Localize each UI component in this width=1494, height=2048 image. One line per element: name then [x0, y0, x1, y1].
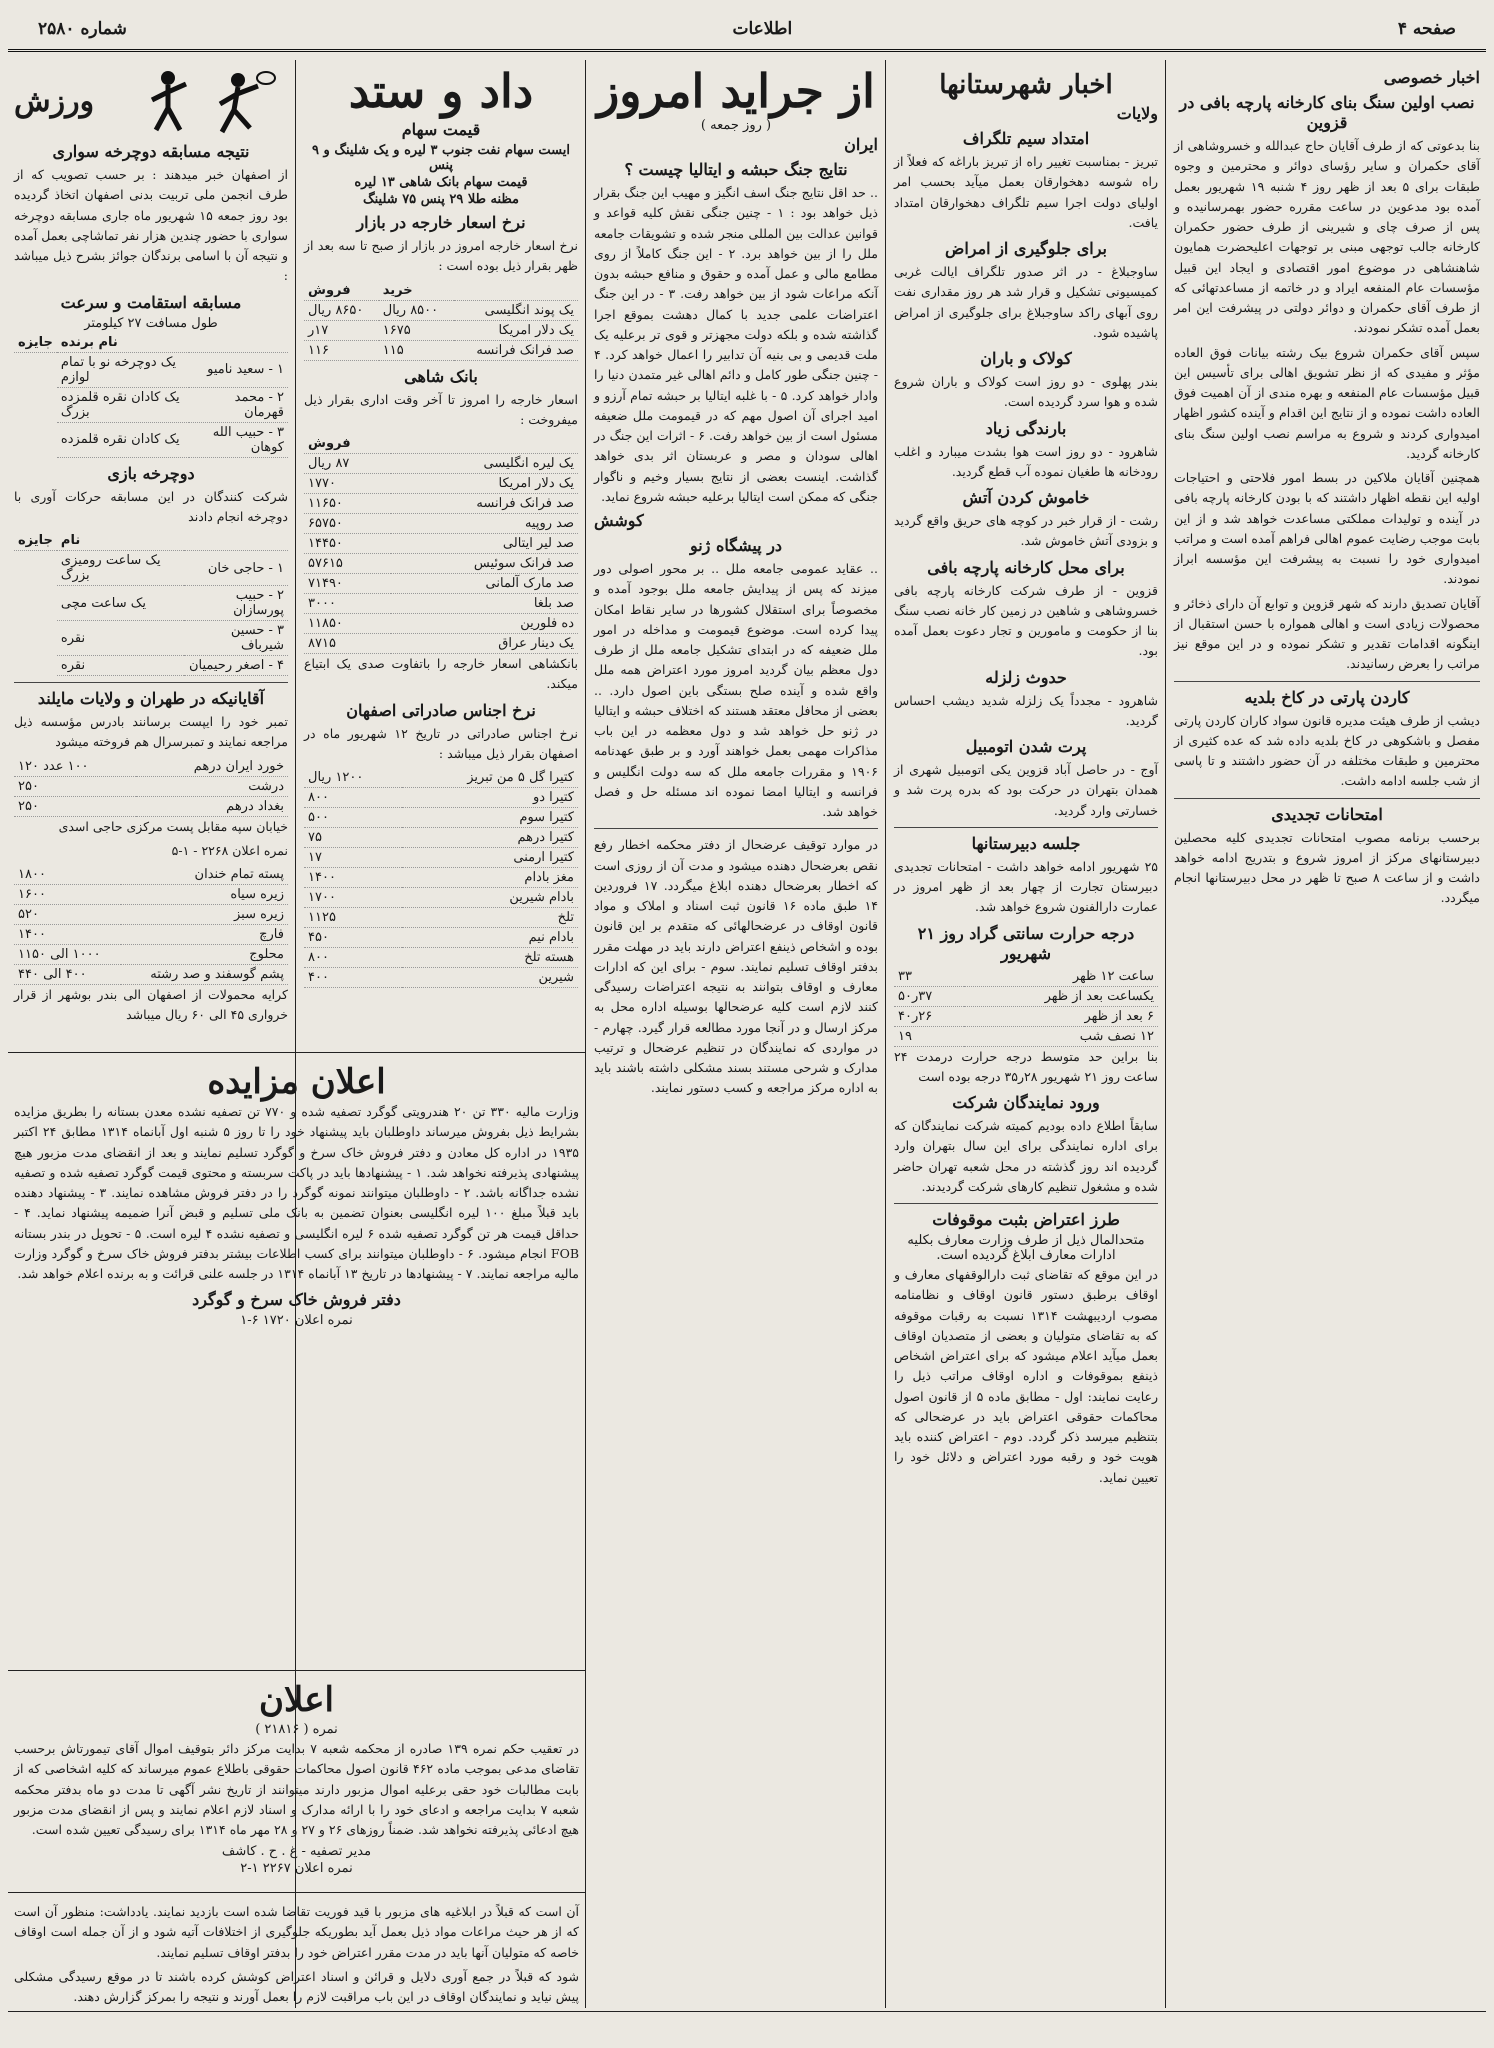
article-body: سپس آقای حکمران شروع بیک رشته بیانات فوق العاده مؤثر و مفیدی که از نظر تشویق اهالی برای تأسیس این قبیل مؤسسات عام المنفعه و بهره مندی از آن اهمیت فوق العاده داشت نموده و از نتایج این اقدام و آینده کشور اظهار امیدواری کردند و شروع به مراسم نصب اولین سنگ بنای کارخانه گردید.	[1174, 344, 1480, 461]
table-row	[14, 945, 288, 965]
column-sport	[8, 62, 294, 1048]
row-value: ۸۰۰	[304, 948, 402, 968]
row-value: یک کادان نقره قلمزده	[57, 422, 189, 457]
notice-body: در تعقیب حکم نمره ۱۳۹ صادره از محکمه شعبه ۷ بدایت مرکز دائر بتوقیف اموال آقای تیمورتاش برحسب تقاضای مدعی بموجب ماده ۴۶۲ قانون اصول محاکمات حقوقی باطلاع عموم میرساند که کلیه اشخاصی که از بابت مطالبات خود حقی برعلیه اموال مزبور دارند میتوانند از تاریخ نشر آگهی تا مدت دو ماه بدفتر محکمه شعبه ۷ بدایت مراجعه و ادعای خود را با ارائه مدارک و اسناد لازم اعلام نمایند و پس از انقضای مدت مزبور هیچ ادعائی پذیرفته نخواهد شد. ضمناً روزهای ۲۶ و ۲۷ و ۲۸ مهر ماه ۱۳۱۴ برای رسیدگی تعیین شده است.	[14, 1741, 579, 1837]
row-value: ۶۵۷۵۰	[304, 514, 391, 534]
row-value: ۱۴۴۵۰	[304, 534, 391, 554]
header-cell: نام	[57, 531, 184, 551]
row-value: یک ساعت رومیزی بزرگ	[57, 551, 184, 586]
article-body: شاهرود - مجدداً یک زلزله شدید دیشب احساس گردید.	[894, 692, 1158, 728]
section-rule	[8, 1052, 585, 1053]
article-headline: ورود نمایندگان شرکت	[952, 1093, 1100, 1112]
ad-body: تمبر خود را ایپست برسانند بادرس مؤسسه ذیل مراجعه نمایند و تمبرسرال هم فروخته میشود	[14, 714, 288, 750]
article-body: دیشب از طرف هیئت مدیره قانون سواد کاران کاردن پارتی مفصل و باشکوهی در کاخ بلدیه داده شد که عده کثیری از محترمین و طبقات مختلفه در آن حضور داشتند و تا پاسی از شب جلسه ادامه داشت.	[1174, 712, 1480, 789]
table-row	[304, 928, 578, 948]
divider	[1174, 681, 1480, 682]
row-label: زیره سیاه	[121, 885, 288, 905]
bank-note: بانکشاهی اسعار خارجه را باتفاوت صدی یک ابتیاع میکند.	[304, 656, 578, 692]
ad-number: نمره اعلان ۲۲۶۸ - ۱-۵	[171, 842, 288, 858]
article-subhead: متحدالمال ذیل از طرف وزارت معارف بکلیه ادارات معارف ابلاغ گردیده است.	[907, 1233, 1145, 1263]
header-cell	[184, 531, 288, 551]
row-label: بادام شیرین	[402, 888, 579, 908]
row-label: ده فلورین	[391, 614, 578, 634]
race-distance: طول مسافت ۲۷ کیلومتر	[84, 315, 218, 331]
row-label: کتیرا درهم	[402, 828, 579, 848]
table-row	[304, 808, 578, 828]
table-row	[14, 656, 288, 676]
race2-table	[14, 531, 288, 676]
column-rule	[1165, 60, 1166, 2008]
row-value: ۸۰۰	[304, 788, 402, 808]
row-value: ۸۷ ریال	[304, 454, 391, 474]
table-row	[304, 768, 578, 788]
divider	[1174, 798, 1480, 799]
table-header	[304, 281, 578, 301]
row-value: ۸۵۰۰ ریال	[379, 300, 454, 320]
stock-line: ایست سهام نفت جنوب ۳ لیره و یک شلینگ و ۹ پنس	[312, 143, 570, 173]
athletes-icon	[138, 66, 288, 136]
section-sub: ولایات	[1116, 104, 1158, 123]
article-headline: برای محل کارخانه پارچه بافی	[927, 557, 1125, 577]
notice-title: اعلان	[259, 1680, 334, 1720]
row-label: یک پوند انگلیسی	[454, 300, 579, 320]
row-label: کتیرا گل ۵ من تبریز	[402, 768, 579, 788]
article-headline: طرز اعتراض بثبت موقوفات	[932, 1210, 1120, 1229]
auction-notice	[8, 1058, 585, 1668]
row-label: محلوج	[121, 945, 288, 965]
article-headline: خاموش کردن آتش	[962, 488, 1090, 507]
article-headline: جلسه دبیرستانها	[971, 833, 1081, 853]
row-label: یک لیره انگلیسی	[391, 454, 578, 474]
stock-line: مظنه طلا ۲۹ پنس ۷۵ شلینگ	[363, 192, 519, 207]
row-label: مغز بادام	[402, 868, 579, 888]
row-value: ۱۴۰۰	[304, 868, 402, 888]
article-body: همچنین آقایان ملاکین در بسط امور فلاحتی و احتیاجات اولیه این نقطه اظهار داشتند که با بودن کارخانه پارچه بافی در آینده و تولیدات مملکتی مساعدت خواهد شد و از این بابت موجب رضایت عموم اهالی فراهم آمده است و مراتب امیدواری خود را نسبت به پیشرفت این مؤسسه ابراز نمودند.	[1174, 470, 1480, 587]
row-label: ۶ بعد از ظهر	[964, 1006, 1158, 1026]
table-row	[894, 986, 1158, 1006]
table-row	[304, 594, 578, 614]
article-body: .. حد اقل نتایج جنگ اسف انگیز و مهیب این جنگ بقرار ذیل خواهد بود : ۱ - چنین جنگی نقش کلیه قواعد و قوانین عدالت بین المللی منجر شده و تشویقات جامعه ملل را از بین خواهد برد. ۲ - این جنگ کاملاً از روی مطامع مالی و عمل آمده و حقوق و منافع حبشه بدون آنکه مراعات شود از بین خواهد رفت. ۳ - در این جنگ اعتراضات علمی جدید با کمال دهشت بموقع اجرا گذاشته شده و بلکه دولت مجهزتر و قوی تر برعلیه یک ملت قدیمی و بی بنیه آن تدابیر را اعمال خواهد کرد. ۴ - چنین جنگی طور کامل و دائم اهالی غیر متمدن دنیا را وادار خواهد کرد. ۵ - با غلبه ایتالیا بر حبشه تمام آرزو و امید اجرای آن اصول مهم که در قیمومت ملل ضعیفه مسئول است از بین خواهد رفت. ۶ - اثرات این جنگ در اهالی سودان و مصر و عربستان اثر بدی خواهد گذاشت. اینست بعضی از نتایج بسیار وخیم و ناگوار جنگی که ممکن است ایتالیا برعلیه حبشه شروع نماید.	[594, 185, 878, 504]
nuts-note: کرایه محمولات از اصفهان الی بندر بوشهر از قرار خرواری ۴۵ الی ۶۰ ریال میباشد	[14, 987, 288, 1023]
bottom-continuation	[8, 1898, 585, 2008]
table-row	[14, 551, 288, 586]
divider	[894, 827, 1158, 828]
table-row	[14, 925, 288, 945]
row-label: کتیرا سوم	[402, 808, 579, 828]
row-label: بغداد درهم	[136, 796, 288, 816]
article-headline: نتایج جنگ حبشه و ایتالیا چیست ؟	[624, 160, 848, 179]
row-value: ۳۰۰۰	[304, 594, 391, 614]
bank-headline: بانک شاهی	[404, 366, 478, 386]
row-value: ۱۰۰ عدد ۱۲۰	[14, 757, 136, 777]
race1-table	[14, 333, 288, 458]
article-body: بنا بدعوتی که از طرف آقایان حاج عبدالله و خسروشاهی از آقای حکمران و سایر رؤسای دوائر و محترمین و وجوه طبقات برای ۵ بعد از ظهر روز ۴ شنبه ۱۹ شهریور بعمل آمده بود مدعوین در ساعت مقرره حضور بهمرسانیده و پس از صرف چای و شیرینی از طرف حضور حکمران کارخانه جالب توجهی مبنی بر توجهات اعلیحضرت همایون شاهنشاهی در موضوع امور اقتصادی و ایجاد این قبیل مؤسسات عام المنفعه ایراد و در خاتمه از مساعدتهائی که از طرف آقای حکمران و دوائر دولتی در پیشرفت این امر بعمل آمده تشکر نمودند.	[1174, 138, 1480, 336]
section-label: اخبار خصوصی	[1383, 68, 1480, 87]
page-footer	[8, 2011, 1486, 2040]
table-row	[14, 965, 288, 985]
row-label: ۳ - حبیب الله کوهان	[189, 422, 288, 457]
row-value: ۱۲۰۰ ریال	[304, 768, 402, 788]
row-label: صد فرانک سوئیس	[391, 554, 578, 574]
auction-signature: دفتر فروش خاک سرخ و گوگرد	[192, 1290, 401, 1310]
table-row	[14, 387, 288, 422]
row-label: یک دلار امریکا	[454, 320, 579, 340]
table-row	[14, 865, 288, 885]
row-value: ۲۵۰	[14, 776, 136, 796]
row-label: درشت	[136, 776, 288, 796]
divider	[594, 828, 878, 829]
divider	[14, 682, 288, 683]
column-provincial-news	[888, 62, 1164, 2008]
sport-banner	[14, 66, 288, 136]
section-rule	[8, 1670, 585, 1671]
article-body: بندر پهلوی - دو روز است کولاک و باران شروع شده و هوا سرد گردیده است.	[894, 374, 1158, 410]
row-value: یک ساعت مچی	[57, 586, 184, 621]
divider	[894, 1203, 1158, 1204]
row-value: یک دوچرخه نو با تمام لوازم	[57, 352, 189, 387]
table-header	[14, 333, 288, 353]
auction-title: اعلان مزایده	[207, 1062, 386, 1102]
table-row	[304, 514, 578, 534]
provincial-items	[894, 129, 1158, 821]
row-value: ۱۶۷۵	[379, 320, 454, 340]
notice-signature: مدیر تصفیه - غ . ح . کاشف	[221, 1844, 372, 1860]
row-label: شیرین	[402, 968, 579, 988]
sport-title: ورزش	[14, 83, 95, 119]
row-label: صد لیر ایتالی	[391, 534, 578, 554]
table-row	[14, 757, 288, 777]
row-label: ۲ - محمد قهرمان	[189, 387, 288, 422]
row-value: ۱۷۰۰	[304, 888, 402, 908]
table-row	[894, 1006, 1158, 1026]
row-value: یک کادان نقره قلمزده بزرگ	[57, 387, 189, 422]
continuation-body: آن است که قبلاً در ابلاغیه های مزبور با قید فوریت تقاضا شده است بازدید نمایند. یادداشت: منظور آن است که از هر حیث مراعات مواد ذیل بعمل آید بطوریکه جلوگیری از اختلافات آتیه شود و از آن جمله است اوقاف خاصه که متولیان آنها باید در مدت مقرر اعتراض خود را بدفتر اوقاف تسلیم نمایند.	[14, 1904, 579, 1960]
header-cell	[454, 281, 579, 301]
article-body: شاهرود - دو روز است هوا بشدت میبارد و اغلب رودخانه ها طغیان نموده آب قطع گردید.	[894, 443, 1158, 479]
table-row	[304, 968, 578, 988]
paper-name: اطلاعات	[732, 18, 793, 39]
goods-sub: نرخ اجناس صادراتی در تاریخ ۱۲ شهریور ماه در اصفهان بقرار ذیل میباشد :	[304, 725, 578, 761]
issue-label: شماره ۲۵۸۰	[38, 18, 127, 39]
row-label: بادام نیم	[402, 928, 579, 948]
table-row	[304, 948, 578, 968]
table-row	[894, 1026, 1158, 1046]
goods-table	[304, 768, 578, 988]
table-row	[14, 621, 288, 656]
column-trade	[298, 62, 584, 1048]
fx-table	[304, 281, 578, 361]
row-value: ۱۷۷۰	[304, 474, 391, 494]
table-row	[304, 474, 578, 494]
header-cell: فروش	[304, 434, 391, 454]
row-value: ۱۱۵	[379, 340, 454, 360]
row-label: یک دلار امریکا	[391, 474, 578, 494]
row-value: ۱۷ر	[304, 320, 379, 340]
ad-headline: آقایانیکه در طهران و ولایات مایلند	[37, 689, 265, 708]
page-label: صفحه ۴	[1397, 18, 1456, 39]
row-value: ۸۶۵۰ ریال	[304, 300, 379, 320]
row-label: صد فرانک فرانسه	[391, 494, 578, 514]
column-todays-papers	[588, 62, 884, 2008]
table-row	[304, 634, 578, 654]
row-value: ۴۰۰	[304, 968, 402, 988]
row-value: ۱۱۶۵۰	[304, 494, 391, 514]
row-value: ۴۵۰	[304, 928, 402, 948]
row-value: ۱۰۰۰ الی ۱۱۵۰	[14, 945, 121, 965]
row-value: ۱۴۰۰	[14, 925, 121, 945]
row-value: ۸۷۱۵	[304, 634, 391, 654]
stock-lines	[304, 143, 578, 207]
row-label: ۱ - حاجی خان	[184, 551, 288, 586]
general-notice	[8, 1676, 585, 1888]
row-value: ۳۳	[894, 967, 964, 987]
row-label: یکساعت بعد از ظهر	[964, 986, 1158, 1006]
article-headline: در پیشگاه ژنو	[689, 536, 783, 555]
row-label: تلخ	[402, 908, 579, 928]
table-row	[14, 586, 288, 621]
table-row	[14, 422, 288, 457]
race-headline: دوچرخه بازی	[107, 463, 195, 483]
header-cell	[189, 333, 288, 353]
row-value: نقره	[57, 621, 184, 656]
article-body: ساوجبلاغ - در اثر صدور تلگراف ایالت غربی کمیسیونی تشکیل و قرار شد هر روز مقداری نفت روی آبهای راکد ساوجبلاغ برای جلوگیری از امراض پاشیده شود.	[894, 264, 1158, 340]
row-label: فارچ	[121, 925, 288, 945]
header-cell: فروش	[304, 281, 379, 301]
stamp-table	[14, 757, 288, 817]
stock-headline: قیمت سهام	[401, 120, 481, 139]
table-row	[304, 788, 578, 808]
row-value: نقره	[57, 656, 184, 676]
ad-address: خیابان سپه مقابل پست مرکزی حاجی اسدی	[58, 818, 288, 834]
article-body: از اصفهان خبر میدهند : بر حسب تصویب که از طرف انجمن ملی تربیت بدنی اصفهان اتخاذ گردیده بود روز جمعه ۱۵ شهریور ماه جاری مسابقه دوچرخه سواری با حضور چندین هزار نفر تماشاچی بعمل آمده و نتیجه آن با اسامی برندگان جوائز بشرح ذیل میباشد :	[14, 167, 289, 284]
table-row	[304, 554, 578, 574]
table-row	[304, 868, 578, 888]
section-label: ایران	[844, 135, 878, 154]
header-cell: نام برنده	[57, 333, 189, 353]
article-headline: امتداد سیم تلگراف	[962, 129, 1090, 148]
row-label: ساعت ۱۲ ظهر	[964, 967, 1158, 987]
table-row	[304, 888, 578, 908]
article-headline: کاردن پارتی در کاخ بلدیه	[1244, 687, 1410, 707]
row-label: ۱۲ نصف شب	[964, 1026, 1158, 1046]
row-value: ۱۹	[894, 1026, 964, 1046]
row-label: خورد ایران درهم	[136, 757, 288, 777]
row-value: ۲۵۰	[14, 796, 136, 816]
row-value: ۱۶۰۰	[14, 885, 121, 905]
table-row	[304, 300, 578, 320]
temperature-headline: درجه حرارت سانتی گراد روز ۲۱ شهریور	[917, 923, 1135, 963]
header-cell	[391, 434, 578, 454]
row-value: ۱۱۶	[304, 340, 379, 360]
article-headline: برای جلوگیری از امراض	[944, 239, 1107, 258]
row-label: یک دینار عراق	[391, 634, 578, 654]
row-value: ۷۵	[304, 828, 402, 848]
table-row	[304, 614, 578, 634]
row-label: کتیرا ارمنی	[402, 848, 579, 868]
table-row	[304, 908, 578, 928]
table-row	[894, 967, 1158, 987]
table-row	[304, 828, 578, 848]
article-body: برحسب برنامه مصوب امتحانات تجدیدی کلیه محصلین دبیرستانهای مرکز از امروز شروع و بتدریج ادامه خواهد داشت و از ساعت ۸ صبح تا ظهر در محل دبیرستانها انجام میگردد.	[1174, 829, 1480, 906]
row-label: ۱ - سعید نامیو	[189, 352, 288, 387]
row-label: ۴ - اصغر رحیمیان	[184, 656, 288, 676]
table-row	[14, 905, 288, 925]
article-headline: نصب اولین سنگ بنای کارخانه پارچه بافی در قزوین	[1179, 93, 1475, 132]
stock-line: قیمت سهام بانک شاهی ۱۳ لیره	[354, 175, 528, 190]
article-body: آقایان تصدیق دارند که شهر قزوین و توابع آن دارای ذخائر و محصولات زیادی است و اهالی همواره با حسن استقبال از اینگونه اقدامات تقدیر و تشکر نموده و در این موقع نیز مراتب را بعرض رسانیدند.	[1174, 595, 1480, 672]
table-row	[14, 885, 288, 905]
table-row	[304, 574, 578, 594]
bank-table	[304, 434, 578, 654]
article-body: آوج - در حاصل آباد قزوین یکی اتومبیل شهری از همدان بتهران در حرکت بود که بدره پرت شد و خسارتی وارد گردید.	[894, 762, 1158, 818]
row-value: ۱۷	[304, 848, 402, 868]
article-author: کوشش	[594, 511, 644, 530]
table-row	[14, 352, 288, 387]
article-body: سابقاً اطلاع داده بودیم کمیته شرکت نمایندگان که برای اداره نمایندگی برای این سال بتهران وارد گردیده اند روز گذشته در محل شعبه تهران حاضر شده و مشغول تنظیم کارهای شرکت گردیدند.	[894, 1118, 1158, 1194]
table-row	[14, 796, 288, 816]
temperature-note: بنا براین حد متوسط درجه حرارت درمدت ۲۴ ساعت روز ۲۱ شهریور ۲۸ر۳۵ درجه بوده است	[894, 1048, 1158, 1084]
table-row	[304, 848, 578, 868]
row-value: ۷۱۴۹۰	[304, 574, 391, 594]
row-value: ۴۰۰ الی ۴۴۰	[14, 965, 121, 985]
temperature-table	[894, 967, 1158, 1047]
row-label: صد روپیه	[391, 514, 578, 534]
row-label: ۲ - حبیب پورسازان	[184, 586, 288, 621]
article-headline: بارندگی زیاد	[985, 418, 1067, 438]
article-body: ۲۵ شهریور ادامه خواهد داشت - امتحانات تجدیدی دبیرستان تجارت از چهار بعد از ظهر امروز در عمارت دارالفنون شروع خواهد شد.	[894, 858, 1158, 915]
section-sub: ( روز جمعه )	[700, 118, 772, 133]
row-label: پشم گوسفند و صد رشته	[121, 965, 288, 985]
header-cell: جایزه	[14, 333, 57, 353]
header-cell: خرید	[379, 281, 454, 301]
table-row	[304, 340, 578, 360]
row-value: ۱۱۸۵۰	[304, 614, 391, 634]
row-label: صد فرانک فرانسه	[454, 340, 579, 360]
section-rule	[8, 1892, 585, 1893]
article-body: در موارد توقیف عرضحال از دفتر محکمه اخطار رفع نقص بعرضحال دهنده میشود و مدت آن از روزی است که اخطار بعرضحال دهنده ابلاغ میگردد. ۱۷ فروردین ۱۴ طبق ماده ۱۶ قانون ثبت اسناد و املاک و مواد قانون اوقاف در عرضحالهائی که متقدم بر این قانون بوده و اشخاص ذینفع اعتراض دارند باید در مهلت مقرر بدفتر اوقاف تسلیم نمایند. سوم - برای این که ادارات معارف و اوقاف بتوانند به نتیجه اعتراضات رسیدگی کنند لازم است کلیه عرضحالها بوسیله اداره محل به مرکز ارسال و در آنجا مورد مطالعه قرار گیرد. چهارم - در مواردی که نمایندگان در تنظیم عرضحال و ترتیب مدارک و شرحی مستند بسند مشکلی داشته باشند باید به اداره مرکز مراجعه و کسب دستور نمایند.	[594, 837, 878, 1096]
row-value: ۱۱۲۵	[304, 908, 402, 928]
article-body: .. عقاید عمومی جامعه ملل .. بر محور اصولی دور میزند که پس از پیدایش جامعه ملل بوجود آمده و مخصوصاً برای استقلال کشورها در سایر نقاط امکان پیدا کرده است. موضوع قیمومت و مداخله در امور ملل ضعیفه که در ابتدای تشکیل جامعه ملل از طرف دول معظم بیان گردید امروز مورد اعتراض همه ملل واقع شده و آینده صلح بستگی باین اصول دارد. .. بعضی از محافل معتقد هستند که اختلاف حبشه و ایتالیا در ژنو حل خواهد شد و دول معظمه در این باب مذاکرات مهمی بعمل خواهند آورد و بر طبق عهدنامه ۱۹۰۶ و مقررات جامعه ملل که سه دولت انگلیس و فرانسه و ایتالیا امضا نموده اند مسئله حل و فصل خواهد شد.	[594, 561, 878, 819]
column-private-news	[1168, 62, 1486, 2008]
article-headline: نتیجه مسابقه دوچرخه سواری	[52, 142, 250, 161]
row-label: ۳ - حسین شیرباف	[184, 621, 288, 656]
row-value: ۵۷۶۱۵	[304, 554, 391, 574]
article-headline: حدوث زلزله	[985, 667, 1067, 687]
fx-sub: نرخ اسعار خارجه امروز در بازار از صبح تا سه بعد از ظهر بقرار ذیل بوده است :	[304, 238, 578, 274]
notice-ad-number: نمره اعلان ۲۲۶۷ ۱-۲	[240, 1861, 353, 1877]
article-body: رشت - از قرار خبر در کوچه های حریق واقع گردید و بزودی آتش خاموش شد.	[894, 513, 1158, 549]
row-label: زیره سبز	[121, 905, 288, 925]
fx-headline: نرخ اسعار خارجه در بازار	[356, 213, 526, 232]
row-label: هسته تلخ	[402, 948, 579, 968]
nuts-table	[14, 865, 288, 985]
row-label: کتیرا دو	[402, 788, 579, 808]
table-row	[304, 320, 578, 340]
table-row	[14, 776, 288, 796]
auction-body: وزارت مالیه ۳۳۰ تن ۲۰ هندرویتی گوگرد تصفیه شده و ۷۷۰ تن تصفیه نشده معدن بستانه را بطریق مزایده بشرایط ذیل بفروش میرساند داوطلبان باید پیشنهاد خود را تا روز ۵ شنبه اول آبانماه ۱۳۱۴ مطابق ۲۴ اکتبر ۱۹۳۵ در اداره کل معادن و دفتر فروش خاک سرخ و گوگرد تسلیم نمایند و بعد از انقضای مدت مزبور هیچ پیشنهادی پذیرفته نخواهد شد. ۱ - پیشنهادها باید در پاکت سربسته و محتوی قیمت گوگرد تصفیه شده و تصفیه نشده جداگانه باشد. ۲ - داوطلبان میتوانند نمونه گوگرد را در دفتر فروش مشاهده نمایند. ۳ - پیشنهاد دهنده باید قبلاً مبلغ ۱۰۰ لیره انگلیسی بعنوان تضمین به بانک ملی تسلیم و قبض آنرا ضمیمه پیشنهاد نماید. ۴ - حداقل قیمت هر تن گوگرد تصفیه شده ۶ لیره انگلیسی و تصفیه نشده ۴ لیره است. ۵ - تحویل در بندر بستانه FOB انجام میشود. ۶ - داوطلبان میتوانند برای کسب اطلاعات بیشتر بدفتر فروش خاک سرخ و گوگرد وزارت مالیه مراجعه نمایند. ۷ - پیشنهادها در تاریخ ۱۳ آبانماه ۱۳۱۴ در جلسه علنی قرائت و به برنده اعلام خواهد شد.	[14, 1104, 580, 1281]
table-row	[304, 454, 578, 474]
row-label: صد مارک آلمانی	[391, 574, 578, 594]
article-body: تبریز - بمناسبت تغییر راه از تبریز باراغه که فعلاً از راه شوسه دهخوارقان بعمل میآید بحسب امر اولیای دولت اجرا سیم تلگراف دهخوارقان امتداد یافت.	[894, 154, 1158, 230]
row-value: ۲۶ر۴۰	[894, 1006, 964, 1026]
article-headline: کولاک و باران	[980, 349, 1072, 368]
row-label: صد بلغا	[391, 594, 578, 614]
auction-ad-number: نمره اعلان ۱۷۲۰ ۶-۱	[240, 1313, 353, 1329]
continuation-body: شود که قبلاً در جمع آوری دلایل و قرائن و اسناد اعتراض کوشش کرده باشند تا در موقع رسیدگی مشکلی پیش نیاید و نمایندگان اوقاف در این باب مراقبت لازم را بعمل آورند و نتیجه را بمرکز گزارش دهند.	[14, 1968, 579, 2004]
table-header	[304, 434, 578, 454]
row-value: ۱۸۰۰	[14, 865, 121, 885]
section-title: اخبار شهرستانها	[939, 70, 1113, 100]
column-rule	[885, 60, 886, 2008]
article-headline: پرت شدن اتومبیل	[965, 737, 1087, 756]
race-headline: مسابقه استقامت و سرعت	[60, 292, 242, 312]
goods-headline: نرخ اجناس صادراتی اصفهان	[346, 700, 536, 720]
row-value: ۵۲۰	[14, 905, 121, 925]
table-header	[14, 531, 288, 551]
article-body: در این موقع که تقاضای ثبت دارالوقفهای معارف و اوقاف برطبق دستور قانون اوقاف و نظامنامه مصوب اردیبهشت ۱۳۱۴ نسبت به رقبات موقوفه که به تقاضای متولیان و بعضی از متصدیان اوقاف بعمل میآید اعلام میشود که برای اعتراض اشخاص ذینفع بموقوفات و اداره اوقاف مراتب ذیل را رعایت نمایند: اول - مطابق ماده ۵ از قانون اصول محاکمات حقوقی اعتراض باید در عرضحالی که بتنظیم میرسد ذکر گردد. دوم - اعتراض کننده باید هویت خود و رقبه مورد اعتراض و دلائل خود را تعیین نماید.	[894, 1267, 1158, 1485]
row-label: پسته تمام خندان	[121, 865, 288, 885]
table-row	[304, 494, 578, 514]
row-value: ۳۷ر۵۰	[894, 986, 964, 1006]
article-headline: امتحانات تجدیدی	[1271, 804, 1383, 824]
row-value: ۵۰۰	[304, 808, 402, 828]
table-row	[304, 534, 578, 554]
article-body: قزوین - از طرف شرکت کارخانه پارچه بافی خسروشاهی و شاهین در زمین کار خانه نصب سنگ بنا از حکومت و مامورین و تجار دعوت بعمل آمده بود.	[894, 582, 1158, 659]
masthead	[8, 8, 1486, 52]
section-title: داد و ستد	[348, 64, 534, 118]
race-sub: شرکت کنندگان در این مسابقه حرکات آوری با دوچرخه انجام دادند	[14, 488, 288, 524]
bank-sub: اسعار خارجه را امروز تا آخر وقت اداری بقرار ذیل میفروخت :	[304, 391, 578, 427]
notice-ref: نمره ( ۲۱۸۱۶ )	[255, 1722, 338, 1737]
section-title: از جراید امروز	[597, 64, 875, 118]
column-rule	[585, 60, 586, 2008]
header-cell: جایزه	[14, 531, 57, 551]
